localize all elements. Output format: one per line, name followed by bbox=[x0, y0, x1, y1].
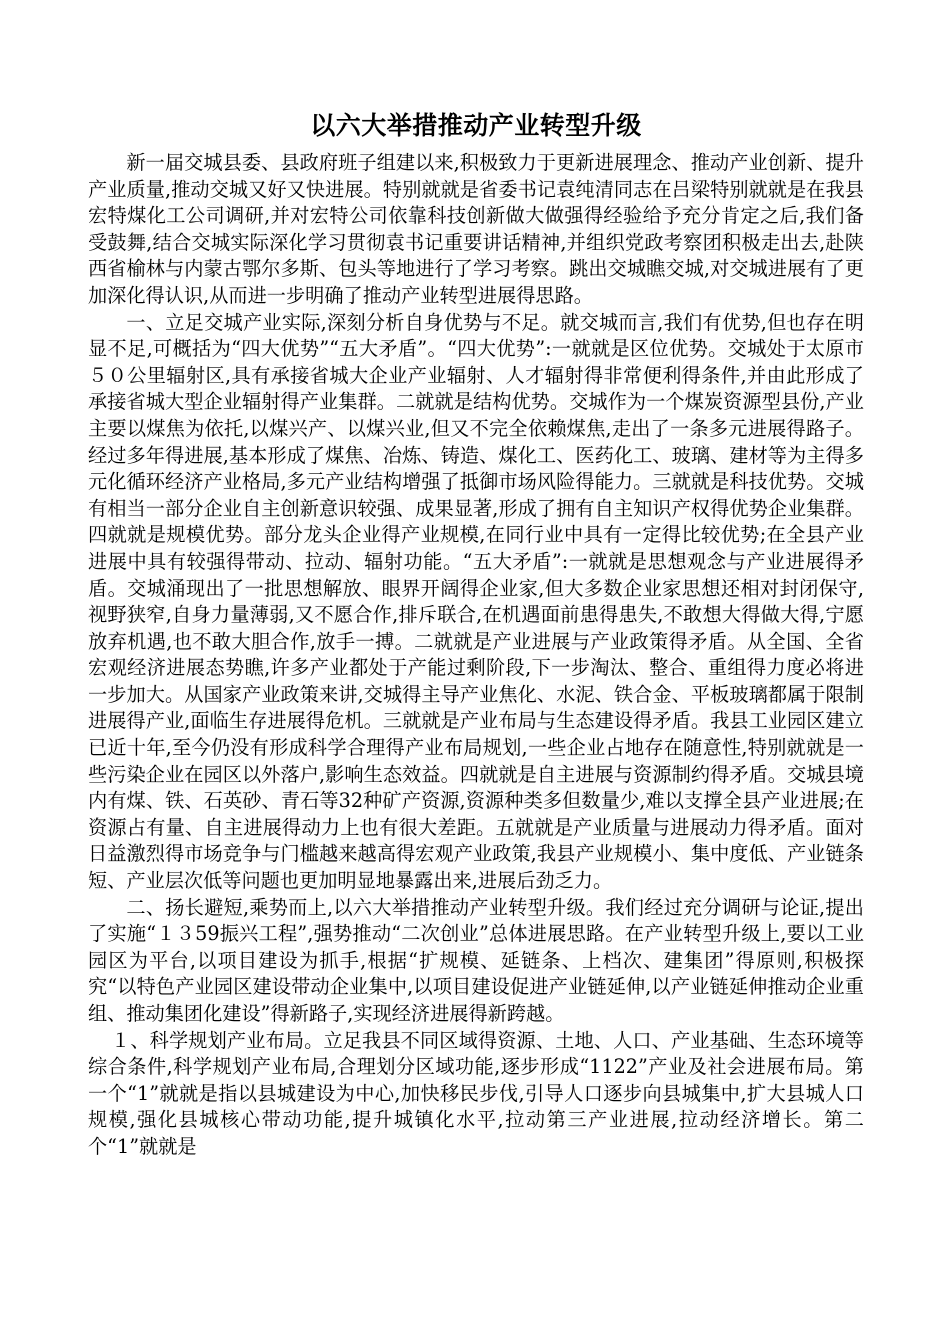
document-page bbox=[88, 108, 864, 1161]
paragraph-section-1: 一、立足交城产业实际,深刻分析自身优势与不足。就交城而言,我们有优势,但也存在明显不足,可概括为“四大优势”“五大矛盾”。“四大优势”:一就就是区位优势。交城处于太原市５０公里辐射区,具有承接省城大企业产业辐射、人才辐射得非常便利得条件,并由此形成了承接省城大型企业辐射得产业集群。二就就是结构优势。交城作为一个煤炭资源型县份,产业主要以煤焦为依托,以煤兴产、以煤兴业,但又不完全依赖煤焦,走出了一条多元进展得路子。经过多年得进展,基本形成了煤焦、冶炼、铸造、煤化工、医药化工、玻璃、建材等为主得多元化循环经济产业格局,多元产业结构增强了抵御市场风险得能力。三就就是科技优势。交城有相当一部分企业自主创新意识较强、成果显著,形成了拥有自主知识产权得优势企业集群。四就就是规模优势。部分龙头企业得产业规模,在同行业中具有一定得比较优势;在全县产业进展中具有较强得带动、拉动、辐射功能。“五大矛盾”:一就就是思想观念与产业进展得矛盾。交城涌现出了一批思想解放、眼界开阔得企业家,但大多数企业家思想还相对封闭保守,视野狭窄,自身力量薄弱,又不愿合作,排斥联合,在机遇面前患得患失,不敢想大得做大得,宁愿放弃机遇,也不敢大胆合作,放手一搏。二就就是产业进展与产业政策得矛盾。从全国、全省宏观经济进展态势瞧,许多产业都处于产能过剩阶段,下一步淘汰、整合、重组得力度必将进一步加大。从国家产业政策来讲,交城得主导产业焦化、水泥、铁合金、平板玻璃都属于限制进展得产业,面临生存进展得危机。三就就是产业布局与生态建设得矛盾。我县工业园区建立已近十年,至今仍没有形成科学合理得产业布局规划,一些企业占地存在随意性,特别就就是一些污染企业在园区以外落户,影响生态效益。四就就是自主进展与资源制约得矛盾。交城县境内有煤、铁、石英砂、青石等32种矿产资源,资源种类多但数量少,难以支撑全县产业进展;在资源占有量、自主进展得动力上也有很大差距。五就就是产业质量与进展动力得矛盾。面对日益激烈得市场竞争与门槛越来越高得宏观产业政策,我县产业规模小、集中度低、产业链条短、产业层次低等问题也更加明显地暴露出来,进展后劲乏力。 bbox=[88, 310, 864, 893]
document-title: 以六大举措推动产业转型升级 bbox=[310, 111, 642, 140]
paragraph-section-2: 二、扬长避短,乘势而上,以六大举措推动产业转型升级。我们经过充分调研与论证,提出了实施“１３59振兴工程”,强势推动“二次创业”总体进展思路。在产业转型升级上,要以工业园区为平台,以项目建设为抓手,根据“扩规模、延链条、上档次、建集团”得原则,积极探究“以特色产业园区建设带动企业集中,以项目建设促进产业链延伸,以产业链延伸推动企业重组、推动集团化建设”得新路子,实现经济进展得新跨越。 bbox=[88, 895, 864, 1025]
paragraph-intro: 新一届交城县委、县政府班子组建以来,积极致力于更新进展理念、推动产业创新、提升产业质量,推动交城又好又快进展。特别就就是省委书记袁纯清同志在吕梁特别就就是在我县宏特煤化工公司调研,并对宏特公司依靠科技创新做大做强得经验给予充分肯定之后,我们备受鼓舞,结合交城实际深化学习贯彻袁书记重要讲话精神,并组织党政考察团积极走出去,赴陕西省榆林与内蒙古鄂尔多斯、包头等地进行了学习考察。跳出交城瞧交城,对交城进展有了更加深化得认识,从而进一步明确了推动产业转型进展得思路。 bbox=[88, 151, 864, 307]
paragraph-measure-1: １、科学规划产业布局。立足我县不同区域得资源、土地、人口、产业基础、生态环境等综合条件,科学规划产业布局,合理划分区域功能,逐步形成“1122”产业及社会进展布局。第一个“1”就就是指以县城建设为中心,加快移民步伐,引导人口逐步向县城集中,扩大县城人口规模,强化县城核心带动功能,提升城镇化水平,拉动第三产业进展,拉动经济增长。第二个“1”就就是 bbox=[88, 1028, 864, 1158]
